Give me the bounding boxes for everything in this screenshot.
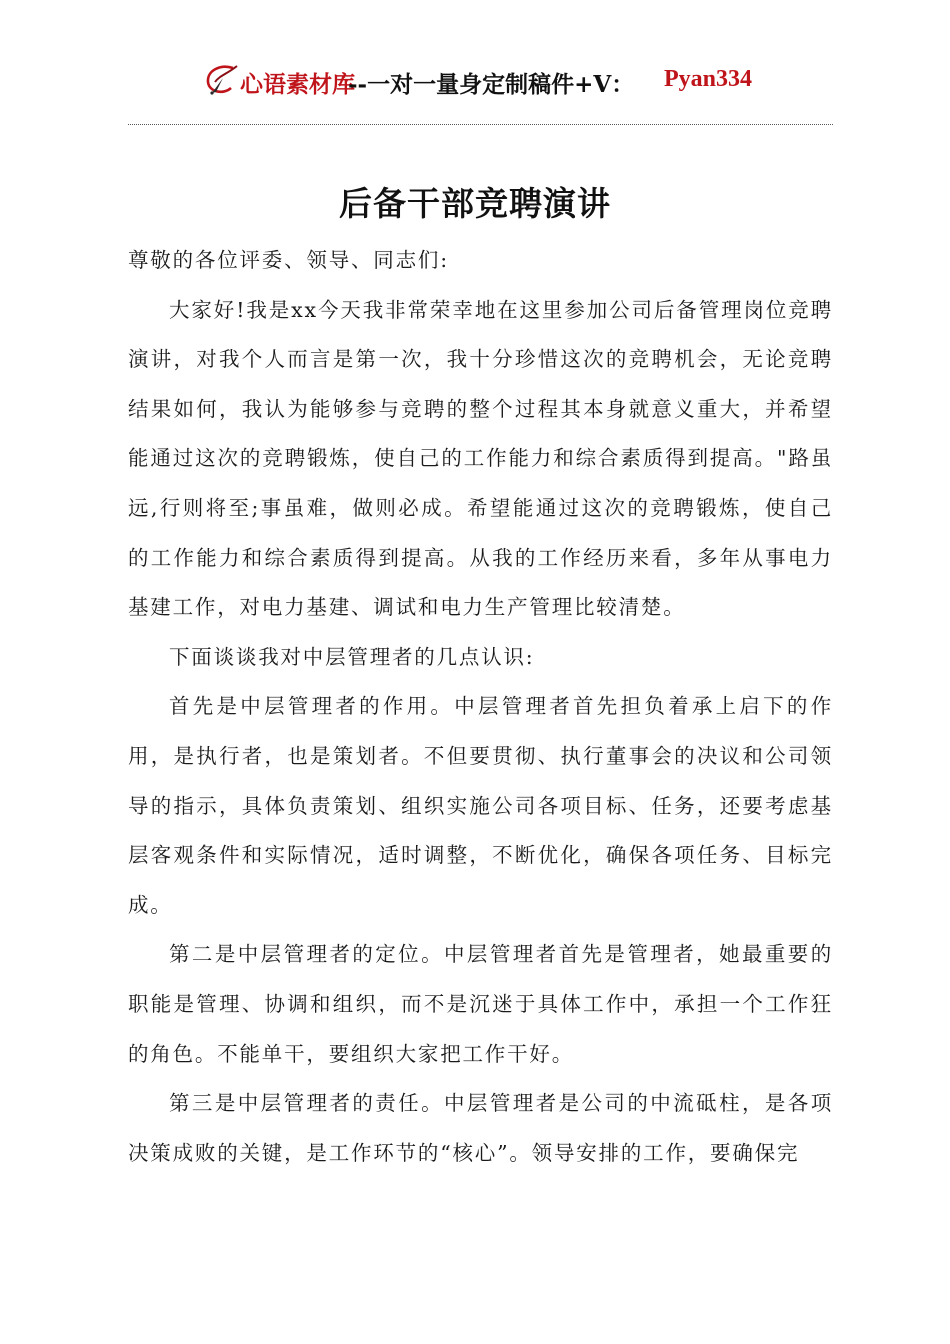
paragraph-intro: 大家好!我是xx今天我非常荣幸地在这里参加公司后备管理岗位竞聘演讲，对我个人而言是第一次，我十分珍惜这次的竞聘机会，无论竞聘结果如何，我认为能够参与竞聘的整个过程其本身就意义重大，并希望能通过这次的竞聘锻炼，使自己的工作能力和综合素质得到提高。"路虽远,行则将至;事虽难，做则必成。希望能通过这次的竞聘锻炼，使自己的工作能力和综合素质得到提高。从我的工作经历来看，多年从事电力基建工作，对电力基建、调试和电力生产管理比较清楚。 — [128, 297, 833, 620]
document-title: 后备干部竞聘演讲 — [339, 184, 611, 223]
header-tagline: --一对一量身定制稿件+V： — [348, 71, 635, 98]
header-contact-id: Pyan334 — [664, 66, 753, 92]
header-divider — [128, 124, 833, 125]
page-header — [0, 56, 950, 106]
paragraph-lead-in: 下面谈谈我对中层管理者的几点认识: — [169, 644, 535, 669]
quill-pen-swirl-icon — [203, 62, 243, 98]
document-body — [128, 236, 833, 1178]
paragraph-position: 第二是中层管理者的定位。中层管理者首先是管理者，她最重要的职能是管理、协调和组织，而不是沉迷于具体工作中，承担一个工作狂的角色。不能单干，要组织大家把工作干好。 — [128, 942, 833, 1066]
paragraph-responsibility: 第三是中层管理者的责任。中层管理者是公司的中流砥柱，是各项决策成败的关键，是工作环节的“核心”。领导安排的工作，要确保完 — [128, 1091, 833, 1165]
brand-name: 心语素材库 — [240, 71, 355, 98]
paragraph-role: 首先是中层管理者的作用。中层管理者首先担负着承上启下的作用，是执行者，也是策划者。不但要贯彻、执行董事会的决议和公司领导的指示，具体负责策划、组织实施公司各项目标、任务，还要考虑基层客观条件和实际情况，适时调整，不断优化，确保各项任务、目标完成。 — [128, 694, 833, 917]
salutation: 尊敬的各位评委、领导、同志们: — [128, 248, 449, 272]
